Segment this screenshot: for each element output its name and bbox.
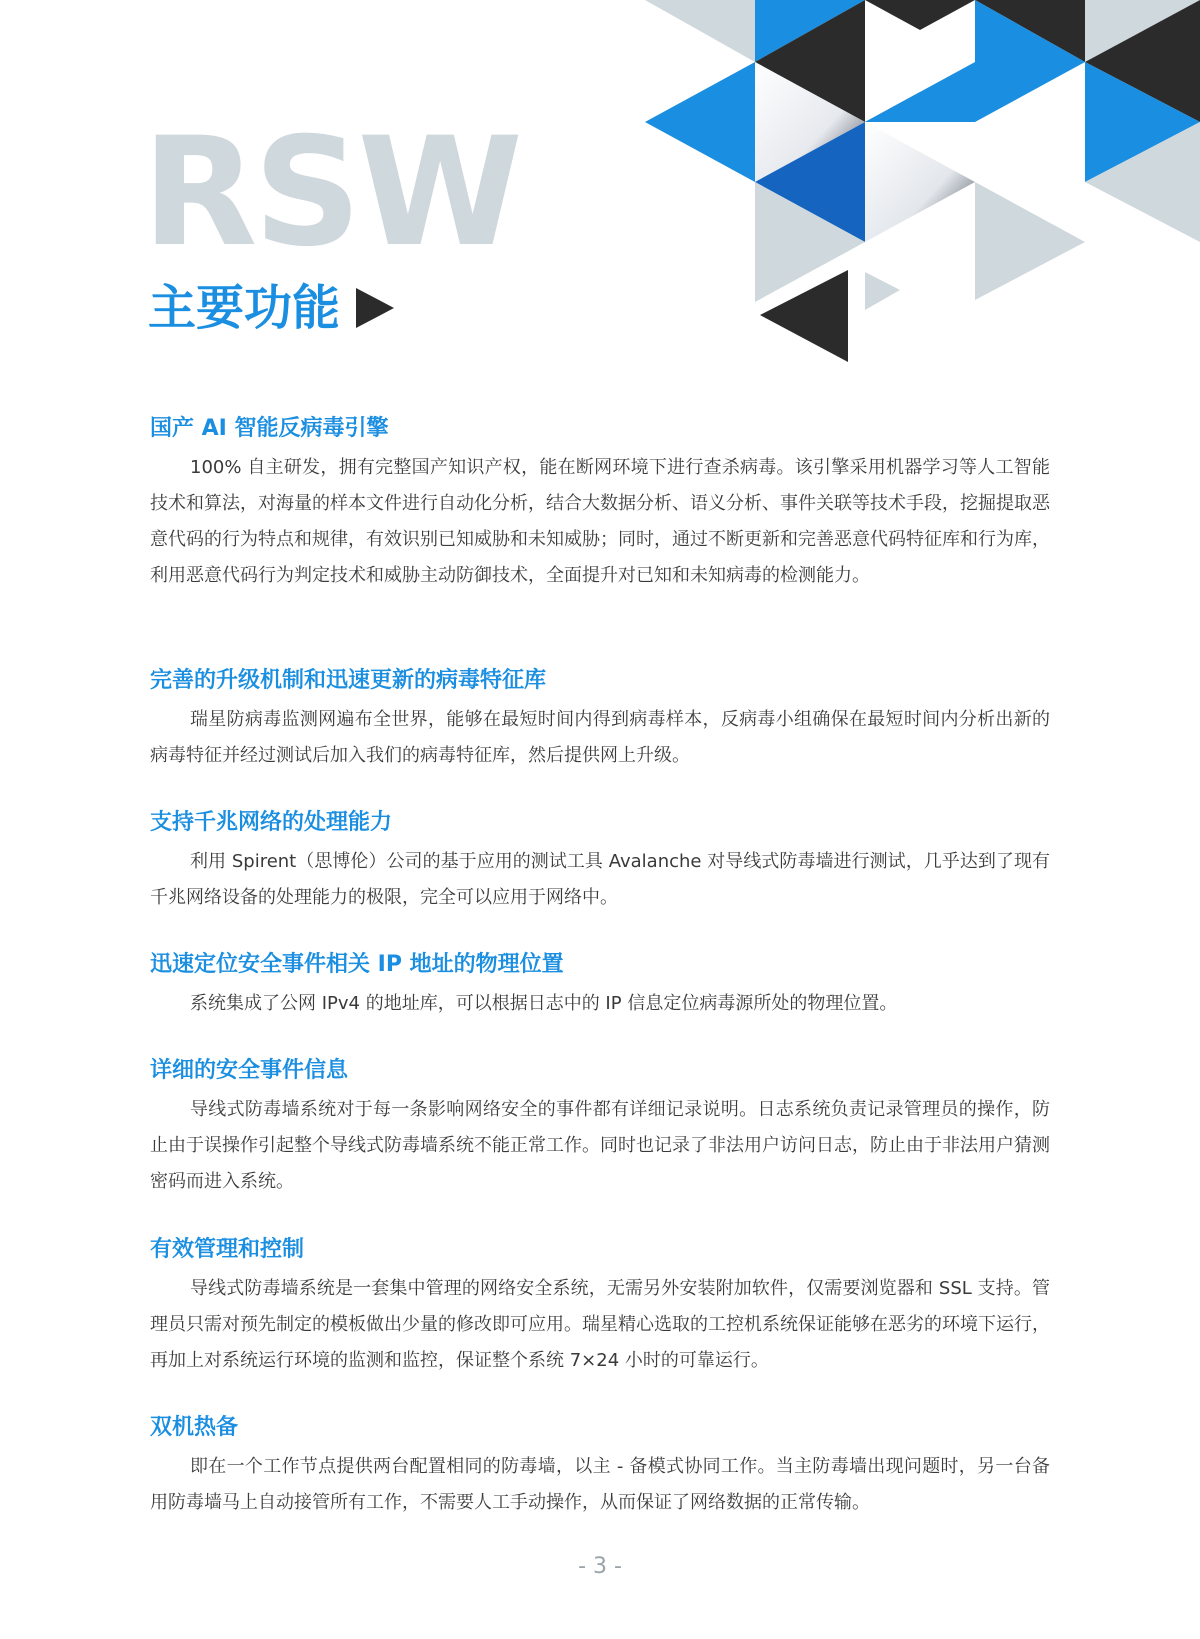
triangle-gray [645, 0, 755, 62]
section-body: 100% 自主研发，拥有完整国产知识产权，能在断网环境下进行查杀病毒。该引擎采用机器学习等人工智能技术和算法，对海量的样本文件进行自动化分析，结合大数据分析、语义分析、事件关联等技术手段，挖掘提取恶意代码的行为特点和规律，有效识别已知威胁和未知威胁；同时，通过不断更新和完善恶意代码特征库和行为库，利用恶意代码行为判定技术和威胁主动防御技术，全面提升对已知和未知病毒的检测能力。 [150, 457, 1050, 586]
section-heading: 详细的安全事件信息 [150, 1058, 349, 1083]
section-heading: 迅速定位安全事件相关 IP 地址的物理位置 [150, 952, 564, 977]
section-heading: 双机热备 [150, 1415, 239, 1440]
section-body: 即在一个工作节点提供两台配置相同的防毒墙，以主 - 备模式协同工作。当主防毒墙出现问题时，另一台备用防毒墙马上自动接管所有工作，不需要人工手动操作，从而保证了网络数据的正常传输。 [150, 1456, 1050, 1513]
triangle-deep-blue [865, 62, 975, 122]
section-management-control [150, 1233, 1050, 1379]
section-body: 瑞星防病毒监测网遍布全世界，能够在最短时间内得到病毒样本，反病毒小组确保在最短时间内分析出新的病毒特征并经过测试后加入我们的病毒特征库，然后提供网上升级。 [150, 709, 1050, 766]
page-title [148, 278, 394, 338]
rsw-watermark: RSW [142, 106, 519, 280]
section-body: 导线式防毒墙系统是一套集中管理的网络安全系统，无需另外安装附加软件，仅需要浏览器和 SSL 支持。管理员只需对预先制定的模板做出少量的修改即可应用。瑞星精心选取的工控机系统保证能够在恶劣的环境下运行，再加上对系统运行环境的监测和监控，保证整个系统 7×24 小时的可靠运行。 [150, 1278, 1050, 1371]
triangle-gradient [865, 122, 975, 242]
section-heading: 完善的升级机制和迅速更新的病毒特征库 [150, 668, 547, 693]
section-ip-location [150, 948, 1050, 1022]
play-arrow-icon [356, 288, 394, 328]
section-security-events [150, 1054, 1050, 1200]
section-body: 系统集成了公网 IPv4 的地址库，可以根据日志中的 IP 信息定位病毒源所处的物理位置。 [190, 993, 898, 1014]
triangle-gray [975, 182, 1085, 300]
section-heading: 国产 AI 智能反病毒引擎 [150, 416, 389, 441]
triangle-blue [645, 62, 755, 182]
triangle-gray [865, 272, 900, 310]
section-upgrade-mechanism [150, 664, 1050, 774]
section-body: 导线式防毒墙系统对于每一条影响网络安全的事件都有详细记录说明。日志系统负责记录管理员的操作，防止由于误操作引起整个导线式防毒墙系统不能正常工作。同时也记录了非法用户访问日志，防止由于非法用户猜测密码而进入系统。 [150, 1099, 1050, 1192]
triangle-dark [865, 0, 975, 30]
section-heading: 有效管理和控制 [150, 1237, 305, 1262]
page-number: - 3 - [578, 1554, 622, 1579]
section-hot-standby [150, 1411, 1050, 1521]
page-title-text: 主要功能 [148, 280, 341, 336]
section-gigabit-processing [150, 806, 1050, 916]
section-heading: 支持千兆网络的处理能力 [150, 810, 393, 835]
section-ai-engine [150, 412, 1050, 594]
section-body: 利用 Spirent（思博伦）公司的基于应用的测试工具 Avalanche 对导线式防毒墙进行测试，几乎达到了现有千兆网络设备的处理能力的极限，完全可以应用于网络中。 [150, 851, 1050, 908]
